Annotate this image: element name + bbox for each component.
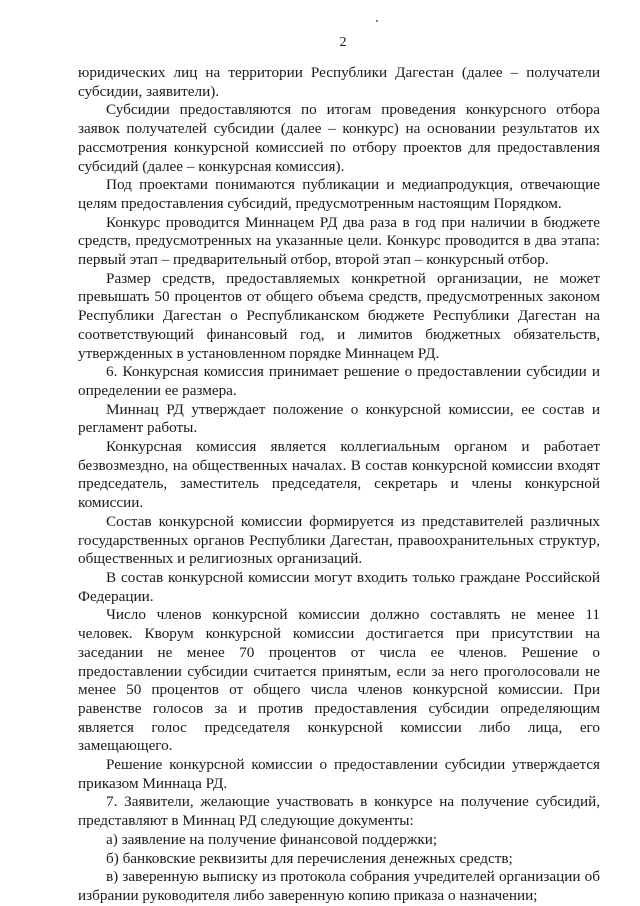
paragraph: В состав конкурсной комиссии могут входить только граждане Российской Федерации. bbox=[78, 568, 600, 605]
paragraph: Миннац РД утверждает положение о конкурсной комиссии, ее состав и регламент работы. bbox=[78, 400, 600, 437]
paragraph: Размер средств, предоставляемых конкретной организации, не может превышать 50 процентов от общего объема средств, предусмотренных законом Республики Дагестан о Республиканском бюджете Республики Дагестан на соответствующий финансовый год, и лимитов бюджетных обязательств, утвержденных в установленном порядке Миннацем РД. bbox=[78, 269, 600, 362]
paragraph: б) банковские реквизиты для перечисления денежных средств; bbox=[106, 849, 513, 867]
paragraph: Конкурс проводится Миннацем РД два раза в год при наличии в бюджете средств, предусмотренных на указанные цели. Конкурс проводится в два этапа: первый этап – предварительный отбор, второй этап – конкурсный отбор. bbox=[78, 213, 600, 269]
document-body bbox=[78, 64, 600, 906]
paragraph: Под проектами понимаются публикации и медиапродукция, отвечающие целям предоставления субсидий, предусмотренным настоящим Порядком. bbox=[78, 176, 600, 212]
paragraph: Состав конкурсной комиссии формируется из представителей различных государственных органов Республики Дагестан, правоохранительных структур, общественных и религиозных организаций. bbox=[78, 512, 600, 568]
paragraph: в) заверенную выписку из протокола собрания учредителей организации об избрании руководителя либо заверенную копию приказа о назначении; bbox=[78, 868, 600, 904]
paragraph: Число членов конкурсной комиссии должно составлять не менее 11 человек. Кворум конкурсной комиссии достигается при присутствии на заседании не менее 70 процентов от числа ее членов. Решение о предоставлении субсидии считается принятым, если за него проголосовали не менее 50 процентов от общего числа членов конкурсной комиссии. При равенстве голосов за и против предоставления субсидии определяющим является голос председателя конкурсной комиссии либо лица, его замещающего. bbox=[78, 606, 600, 755]
page-number: 2 bbox=[339, 35, 347, 50]
paragraph: Решение конкурсной комиссии о предоставлении субсидии утверждается приказом Миннаца РД. bbox=[78, 756, 600, 792]
paragraph: юридических лиц на территории Республики Дагестан (далее – получатели субсидии, заявители). bbox=[78, 64, 600, 100]
paragraph: Субсидии предоставляются по итогам проведения конкурсного отбора заявок получателей субсидии (далее – конкурс) на основании результатов их рассмотрения конкурсной комиссией по отбору проектов для предоставления субсидий (далее – конкурсная комиссия). bbox=[78, 101, 600, 175]
paragraph: 7. Заявители, желающие участвовать в конкурсе на получение субсидий, представляют в Миннац РД следующие документы: bbox=[78, 793, 600, 830]
paragraph: 6. Конкурсная комиссия принимает решение о предоставлении субсидии и определении ее размера. bbox=[78, 363, 600, 399]
paragraph: а) заявление на получение финансовой поддержки; bbox=[106, 830, 438, 848]
paragraph: Конкурсная комиссия является коллегиальным органом и работает безвозмездно, на общественных началах. В состав конкурсной комиссии входят председатель, заместитель председателя, секретарь и члены конкурсной комиссии. bbox=[78, 438, 600, 512]
scan-speck bbox=[376, 20, 378, 22]
